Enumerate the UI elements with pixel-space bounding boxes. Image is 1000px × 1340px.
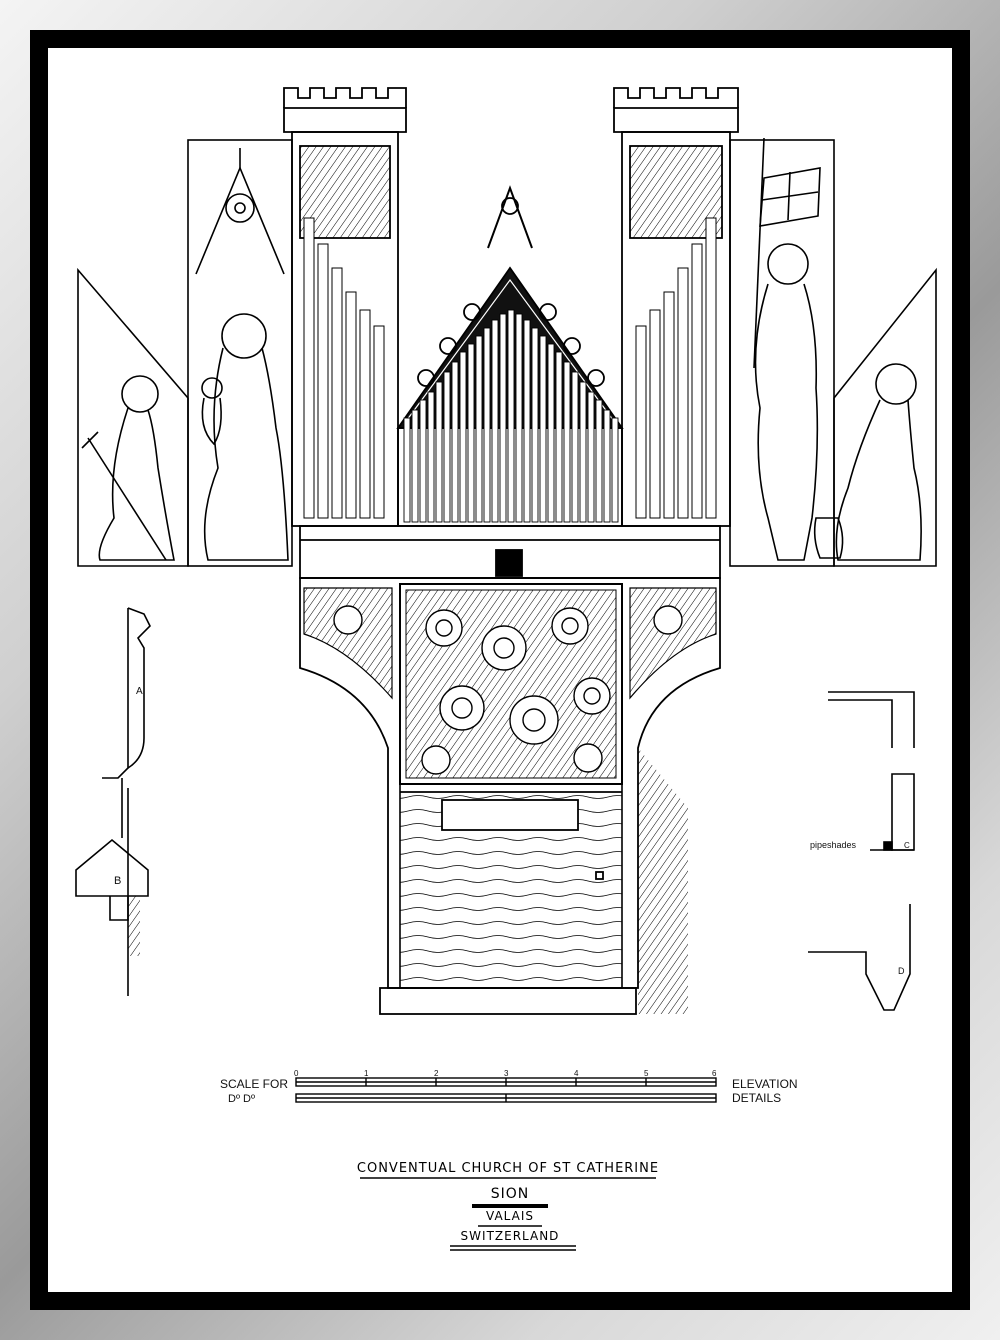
detail-profile-c (828, 692, 914, 850)
title-line-3: VALAIS (486, 1209, 534, 1223)
svg-text:6: 6 (712, 1069, 717, 1078)
detail-profile-d (808, 904, 910, 1010)
scale-label-right-top: ELEVATION (732, 1077, 798, 1091)
label-pipeshades: pipeshades (810, 840, 857, 850)
scale-label-left-top: SCALE FOR (220, 1077, 289, 1091)
title-line-2: SION (490, 1186, 530, 1202)
label-c: C (904, 841, 910, 850)
label-d: D (898, 966, 905, 976)
scale-label-right-bottom: DETAILS (732, 1091, 782, 1105)
scale-bars (296, 1078, 716, 1102)
svg-text:0: 0 (294, 1069, 299, 1078)
right-wing-panels (730, 138, 936, 566)
svg-text:4: 4 (574, 1069, 579, 1078)
label-b: B (114, 875, 122, 887)
drawing-sheet (48, 48, 952, 1292)
organ-stand (300, 578, 720, 1014)
title-block (357, 1161, 659, 1250)
detail-profile-a (102, 608, 150, 996)
title-line-4: SWITZERLAND (460, 1229, 560, 1243)
title-line-1: CONVENTUAL CHURCH OF ST CATHERINE (356, 1161, 660, 1176)
central-pipes (404, 310, 618, 522)
svg-text:3: 3 (504, 1069, 509, 1078)
scale-label-left-bottom: Dº Dº (228, 1093, 255, 1105)
svg-text:5: 5 (644, 1069, 649, 1078)
detail-profile-b (76, 840, 148, 956)
organ-elevation-drawing (48, 48, 952, 1292)
left-tower-pipes (304, 218, 384, 518)
svg-text:2: 2 (434, 1069, 439, 1078)
right-tower-pipes (636, 218, 716, 518)
svg-text:1: 1 (364, 1069, 369, 1078)
label-a: A (136, 686, 143, 697)
left-wing-panels (78, 140, 292, 566)
scale-ticks (294, 1069, 717, 1078)
